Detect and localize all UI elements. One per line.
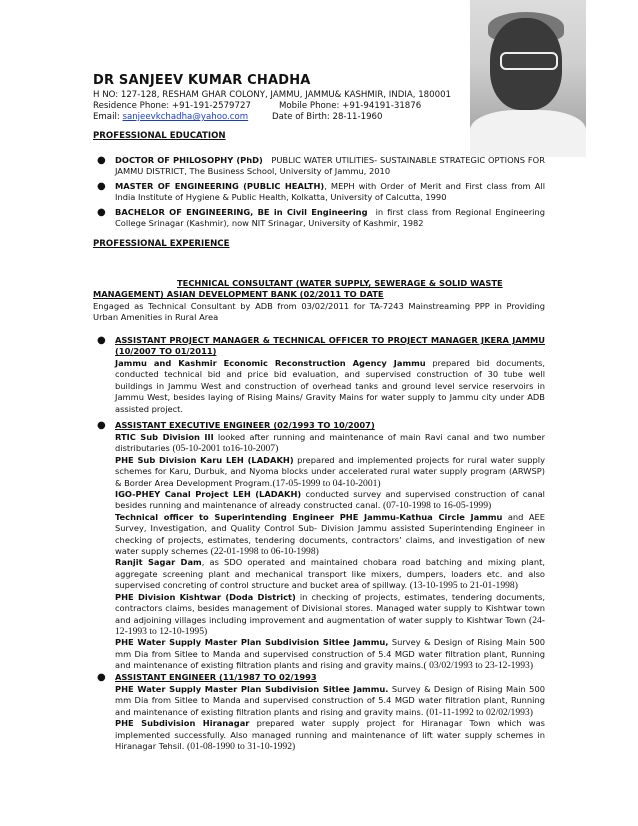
- aee-entry: Ranjit Sagar Dam, as SDO operated and maintained chobara road batching and mixing plant, aggregate screening plant and mechanical transport like mixers, dumpers, loaders etc. and also supervised concreting of control structure and bucket area of spillway. (13-10-1995 to 21-01-1998): [115, 557, 545, 592]
- entry-date: (01-08-1990 to 31-10-1992): [187, 741, 296, 753]
- photo-shirt: [470, 110, 586, 157]
- bullet-icon: ●: [97, 155, 106, 166]
- mobile-phone: Mobile Phone: +91-94191-31876: [279, 101, 422, 111]
- bullet-icon: ●: [97, 181, 106, 192]
- education-item: [97, 181, 546, 204]
- adb-title-line1: TECHNICAL CONSULTANT (WATER SUPPLY, SEWERAGE & SOLID WASTE: [177, 278, 503, 288]
- ae-entries: [115, 684, 545, 752]
- email-label: Email:: [93, 112, 123, 122]
- entry-date: (17-05-1999 to 04-10-2001): [272, 477, 381, 489]
- aee-entry: PHE Division Kishtwar (Doda District) in checking of projects, estimates, tendering documents, contractors claims, besides management of Divisional stores. Managed water supply to Kishtwar town and adjoining villages including improvement and augmentation of water supply to Kishtwar Town (24-12-1993 to 12-10-1995): [115, 591, 545, 637]
- aee-entry: PHE Water Supply Master Plan Subdivision Sitlee Jammu, Survey & Design of Rising Main 500 mm Dia from Sitlee to Manda and supervised construction of 5.4 MGD water filtration plant, Running and maintenance of existing filtration plants and rising and gravity mains.( 03/02/1993 to 23-12-1993): [115, 637, 545, 672]
- degree-title: BACHELOR OF ENGINEERING, BE in Civil Engineering: [115, 207, 368, 217]
- education-item: [97, 155, 545, 178]
- aee-entry: RTIC Sub Division III looked after running and maintenance of main Ravi canal and two number distributaries (05-10-2001 to16-10-2007): [115, 432, 545, 455]
- entry-date: (22-01-1998 to 06-10-1998): [210, 546, 319, 558]
- jkera-description: [115, 358, 545, 415]
- ae-entry: PHE Subdivision Hiranagar prepared water supply project for Hiranagar Town which was implemented successfully. Also managed running and maintenance of lift water supply schemes in Hiranagar Tehsil. (01-08-1990 to 31-10-1992): [115, 718, 545, 753]
- degree-details: , MEPH with Order of Merit and First class from All India Institute of Hygiene & Public Health, Kolkatta, University of Calcutta, 1990: [115, 181, 546, 203]
- entry-date: (24-12-1993 to 12-10-1995): [115, 614, 545, 637]
- aee-entry: PHE Sub Division Karu LEH (LADAKH) prepared and implemented projects for rural water supply schemes for Karu, Durbuk, and Nyoma blocks under accelerated rural water supply program (ARWSP) & Border Area Development Program.(17-05-1999 to 04-10-2001): [115, 454, 546, 489]
- bullet-icon: ●: [97, 207, 106, 218]
- photo-glasses: [500, 52, 558, 70]
- jkera-agency: Jammu and Kashmir Economic Reconstruction Agency Jammu: [115, 358, 426, 368]
- bullet-icon: ●: [97, 420, 106, 431]
- ae-title: ● ASSISTANT ENGINEER (11/1987 TO 02/1993: [97, 672, 317, 683]
- education-item: [97, 207, 545, 230]
- ae-entry: PHE Water Supply Master Plan Subdivision Sitlee Jammu. Survey & Design of Rising Main 500 mm Dia from Sitlee to Manda and supervised construction of 5.4 MGD water filtration plant, Running and maintenance of existing filtration plants and rising and gravity mains. (01-11-1992 to 02/02/1993): [115, 684, 545, 718]
- aee-entry: Technical officer to Superintending Engineer PHE Jammu-Kathua Circle Jammu and AEE Survey, Investigation, and Quality Control Sub- Division Jammu assisted Superintending Engineer in checking of projects, estimates, tendering documents, contractors’ claims, and investigation of new water supply schemes (22-01-1998 to 06-10-1998): [115, 511, 545, 558]
- education-heading: PROFESSIONAL EDUCATION: [93, 131, 226, 141]
- degree-title: MASTER OF ENGINEERING (PUBLIC HEALTH): [115, 181, 325, 191]
- entry-date: (07-10-1998 to 16-05-1999): [383, 500, 492, 512]
- adb-title-line2: MANAGEMENT) ASIAN DEVELOPMENT BANK (02/2011 TO DATE: [93, 289, 384, 300]
- residence-phone: Residence Phone: +91-191-2579727: [93, 101, 251, 111]
- entry-date: ( 03/02/1993 to 23-12-1993): [423, 660, 534, 672]
- candidate-name: DR SANJEEV KUMAR CHADHA: [93, 73, 311, 88]
- date-of-birth: Date of Birth: 28-11-1960: [272, 112, 383, 122]
- aee-entries: [115, 432, 545, 672]
- entry-date: (13-10-1995 to 21-01-1998): [409, 580, 518, 592]
- jkera-text: prepared bid documents, conducted technical bid and price bid evaluation, and supervised construction of 30 tube well buildings in Jammu West and construction of overhead tanks and ground level service reservoirs in Jammu West, besides laying of Rising Mains/ Gravity Mains for water supply to Jammu city under ADB assisted project.: [115, 358, 545, 414]
- adb-section: [93, 278, 545, 324]
- entry-date: (05-10-2001 to16-10-2007): [172, 443, 279, 455]
- jkera-title: ● ASSISTANT PROJECT MANAGER & TECHNICAL OFFICER TO PROJECT MANAGER JKERA JAMMU (10/2007 TO 01/2011): [97, 335, 545, 357]
- entry-date: (01-11-1992 to 02/02/1993): [426, 706, 533, 718]
- bullet-icon: ●: [97, 335, 106, 346]
- profile-photo: [470, 0, 586, 157]
- adb-description: Engaged as Technical Consultant by ADB from 03/02/2011 for TA-7243 Mainstreaming PPP in Providing Urban Amenities in Rural Area: [93, 300, 545, 323]
- email-link[interactable]: sanjeevkchadha@yahoo.com: [122, 112, 249, 122]
- experience-heading: PROFESSIONAL EXPERIENCE: [93, 239, 230, 249]
- degree-details: PUBLIC WATER UTILITIES- SUSTAINABLE STRATEGIC OPTIONS FOR JAMMU DISTRICT, The Business School, University of Jammu, 2010: [115, 155, 545, 177]
- degree-title: DOCTOR OF PHILOSOPHY (PhD): [115, 155, 263, 165]
- address: H NO: 127-128, RESHAM GHAR COLONY, JAMMU, JAMMU& KASHMIR, INDIA, 180001: [93, 90, 452, 100]
- degree-details: in first class from Regional Engineering College Srinagar (Kashmir), now NIT Srinagar, University of Kashmir, 1982: [115, 207, 545, 229]
- email-row: [93, 112, 248, 123]
- bullet-icon: ●: [97, 672, 106, 683]
- aee-entry: IGO-PHEY Canal Project LEH (LADAKH) conducted survey and supervised construction of canal besides running and maintenance of already constructed canal. (07-10-1998 to 16-05-1999): [115, 489, 545, 512]
- aee-title: ● ASSISTANT EXECUTIVE ENGINEER (02/1993 TO 10/2007): [97, 420, 375, 431]
